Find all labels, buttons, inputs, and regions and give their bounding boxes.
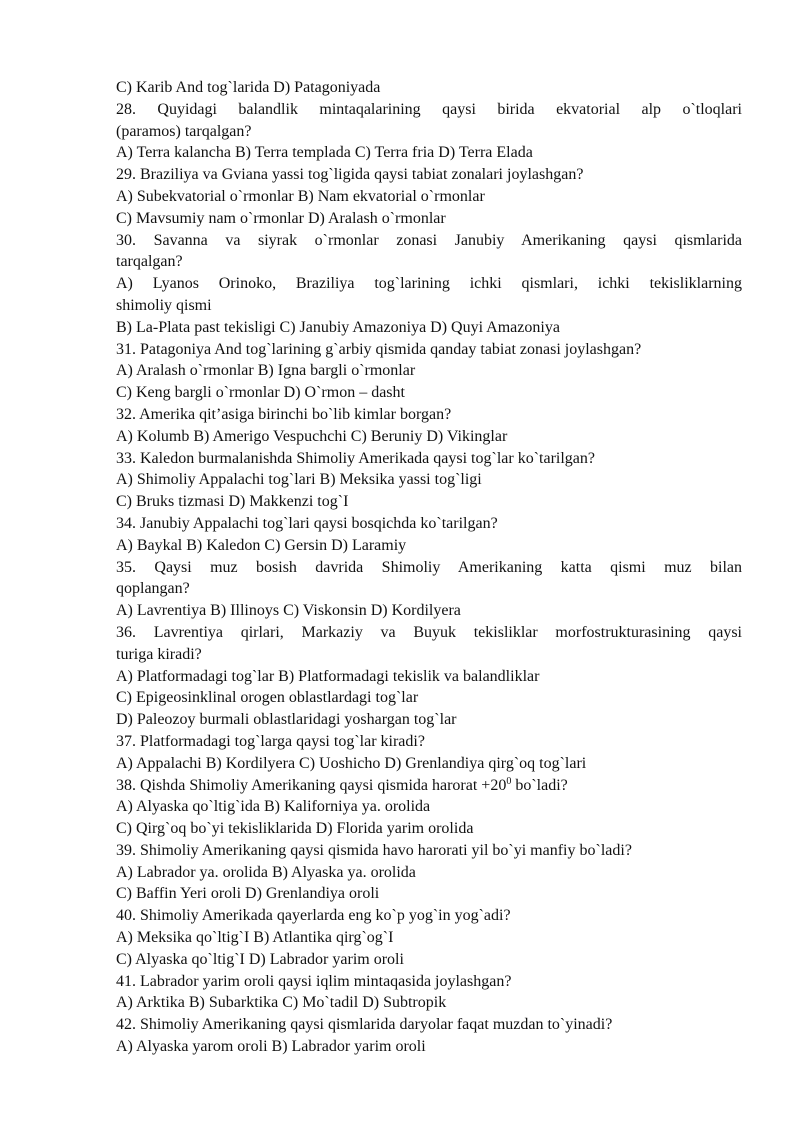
question-35: 35. Qaysi muz bosish davrida Shimoliy Amerikaning katta qismi muz bilan xyxy=(116,558,742,576)
text-line: C) Karib And tog`larida D) Patagoniyada xyxy=(116,79,381,96)
question-39: 39. Shimoliy Amerikaning qaysi qismida havo harorati yil bo`yi manfiy bo`ladi? xyxy=(116,841,632,859)
answer-options: D) Paleozoy burmali oblastlaridagi yoshargan tog`lar xyxy=(116,711,457,729)
answer-options: B) La-Plata past tekisligi C) Janubiy Amazoniya D) Quyi Amazoniya xyxy=(116,318,560,336)
answer-options: A) Appalachi B) Kordilyera C) Uoshicho D) Grenlandiya qirg`oq tog`lari xyxy=(116,754,587,772)
question-30: 30. Savanna va siyrak o`rmonlar zonasi Janubiy Amerikaning qaysi qismlarida xyxy=(116,231,742,249)
question-42: 42. Shimoliy Amerikaning qaysi qismlarida daryolar faqat muzdan to`yinadi? xyxy=(116,1016,613,1034)
answer-options: A) Lavrentiya B) Illinoys C) Viskonsin D) Kordilyera xyxy=(116,602,461,620)
answer-options: A) Alyaska qo`ltig`ida B) Kaliforniya ya. orolida xyxy=(116,798,431,816)
answer-options: A) Meksika qo`ltig`I B) Atlantika qirg`og`I xyxy=(116,929,394,947)
question-38-text: 38. Qishda Shimoliy Amerikaning qaysi qismida harorat +20 xyxy=(116,776,507,794)
answer-options: C) Mavsumiy nam o`rmonlar D) Aralash o`rmonlar xyxy=(116,209,446,227)
question-32: 32. Amerika qit’asiga birinchi bo`lib kimlar borgan? xyxy=(116,405,452,423)
text-line: shimoliy qismi xyxy=(116,296,212,314)
question-41: 41. Labrador yarim oroli qaysi iqlim mintaqasida joylashgan? xyxy=(116,972,512,990)
text-line: (paramos) tarqalgan? xyxy=(116,122,252,140)
answer-options: C) Bruks tizmasi D) Makkenzi tog`I xyxy=(116,493,349,511)
answer-options: A) Labrador ya. orolida B) Alyaska ya. orolida xyxy=(116,863,416,881)
text-line: qoplangan? xyxy=(116,580,190,598)
answer-options: A) Terra kalancha B) Terra templada C) Terra fria D) Terra Elada xyxy=(116,144,533,162)
question-29: 29. Braziliya va Gviana yassi tog`ligida qaysi tabiat zonalari joylashgan? xyxy=(116,166,584,184)
answer-options: A) Alyaska yarom oroli B) Labrador yarim oroli xyxy=(116,1038,426,1056)
answer-options: A) Subekvatorial o`rmonlar B) Nam ekvatorial o`rmonlar xyxy=(116,187,485,205)
answer-options: C) Keng bargli o`rmonlar D) O`rmon – dasht xyxy=(116,384,405,402)
answer-options: A) Arktika B) Subarktika C) Mo`tadil D) Subtropik xyxy=(116,994,447,1012)
answer-options: A) Lyanos Orinoko, Braziliya tog`larining ichki qismlari, ichki tekisliklarning xyxy=(116,275,742,293)
text-line: tarqalgan? xyxy=(116,253,183,271)
degree-superscript: 0 xyxy=(506,775,512,787)
answer-options: A) Shimoliy Appalachi tog`lari B) Meksika yassi tog`ligi xyxy=(116,471,482,489)
question-31: 31. Patagoniya And tog`larining g`arbiy qismida qanday tabiat zonasi joylashgan? xyxy=(116,340,642,358)
answer-options: A) Aralash o`rmonlar B) Igna bargli o`rmonlar xyxy=(116,362,416,380)
answer-options: A) Baykal B) Kaledon C) Gersin D) Laramiy xyxy=(116,536,407,554)
answer-options: A) Platformadagi tog`lar B) Platformadagi tekislik va balandliklar xyxy=(116,667,540,685)
question-28: 28. Quyidagi balandlik mintaqalarining qaysi birida ekvatorial alp o`tloqlari xyxy=(116,100,742,118)
question-34: 34. Janubiy Appalachi tog`lari qaysi bosqichda ko`tarilgan? xyxy=(116,514,498,532)
question-33: 33. Kaledon burmalanishda Shimoliy Amerikada qaysi tog`lar ko`tarilgan? xyxy=(116,449,595,467)
answer-options: C) Baffin Yeri oroli D) Grenlandiya oroli xyxy=(116,885,380,903)
question-37: 37. Platformadagi tog`larga qaysi tog`lar kiradi? xyxy=(116,732,425,750)
answer-options: C) Alyaska qo`ltig`I D) Labrador yarim oroli xyxy=(116,950,404,968)
text-line: turiga kiradi? xyxy=(116,645,202,663)
answer-options: A) Kolumb B) Amerigo Vespuchchi C) Beruniy D) Vikinglar xyxy=(116,427,508,445)
answer-options: C) Qirg`oq bo`yi tekisliklarida D) Florida yarim orolida xyxy=(116,820,474,838)
document-page xyxy=(116,77,742,1058)
question-36: 36. Lavrentiya qirlari, Markaziy va Buyuk tekisliklar morfostrukturasining qaysi xyxy=(116,623,742,641)
question-38 xyxy=(116,775,742,797)
question-40: 40. Shimoliy Amerikada qayerlarda eng ko`p yog`in yog`adi? xyxy=(116,907,511,925)
answer-options: C) Epigeosinklinal orogen oblastlardagi tog`lar xyxy=(116,689,419,707)
question-38-tail: bo`ladi? xyxy=(511,776,568,794)
